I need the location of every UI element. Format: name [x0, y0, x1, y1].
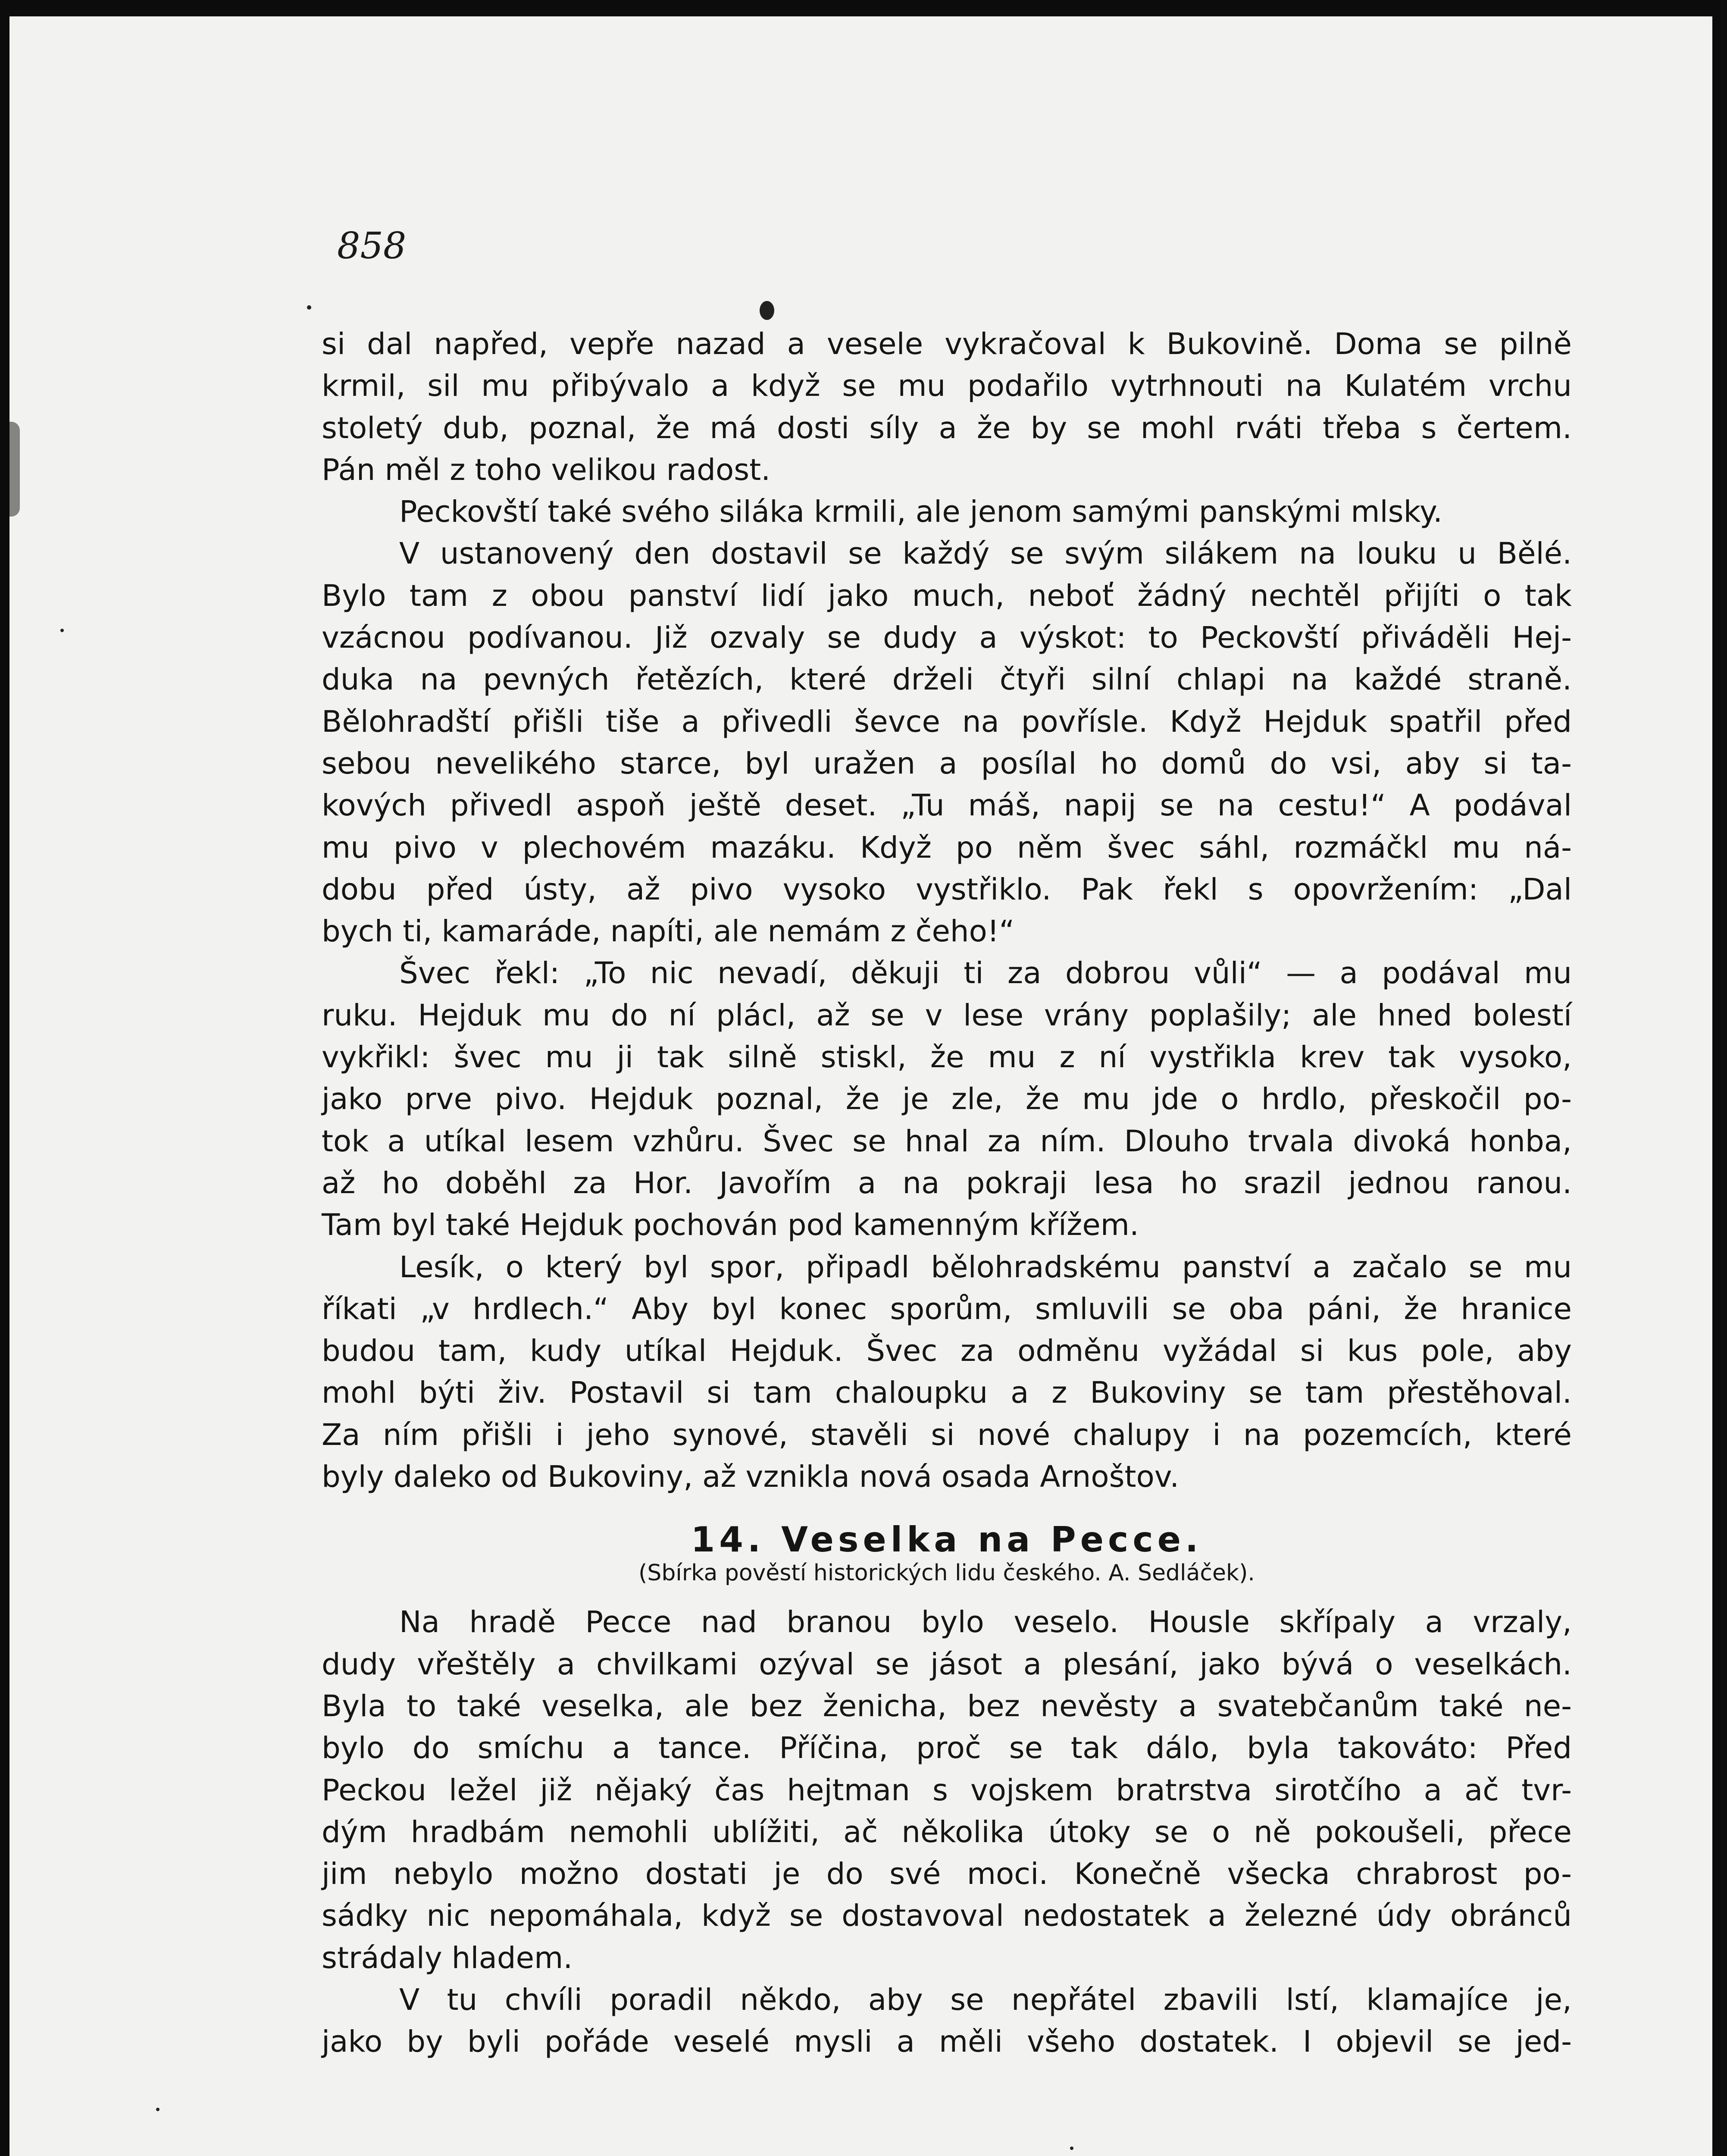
text-line: si dal napřed, vepře nazad a vesele vykračoval k Bukovině. Doma se pilně	[322, 327, 1572, 361]
section-gap	[322, 1498, 1572, 1520]
text-line: V tu chvíli poradil někdo, aby se nepřátel zbavili lstí, klamajíce je,	[399, 1982, 1572, 2017]
text-line: až ho doběhl za Hor. Javořím a na pokraji lesa ho srazil jednou ranou.	[322, 1166, 1572, 1200]
text-line: Bylo tam z obou panství lidí jako much, neboť žádný nechtěl přijíti o tak	[322, 578, 1572, 613]
text-line: Lesík, o který byl spor, připadl bělohradskému panství a začalo se mu	[399, 1250, 1572, 1285]
ink-speck	[1070, 2147, 1073, 2150]
text-line: Bělohradští přišli tiše a přivedli ševce na povřísle. Když Hejduk spatřil před	[322, 704, 1572, 739]
source-citation: (Sbírka pověstí historických lidu českého. A. Sedláček).	[638, 1560, 1255, 1586]
text-line: jim nebylo možno dostati je do své moci. Konečně všecka chrabrost po-	[322, 1857, 1572, 1892]
text-line: dudy vřeštěly a chvilkami ozýval se jásot a plesání, jako bývá o veselkách.	[322, 1647, 1572, 1682]
text-line: vykřikl: švec mu ji tak silně stiskl, že mu z ní vystřikla krev tak vysoko,	[322, 1040, 1572, 1075]
text-line: Byla to také veselka, ale bez ženicha, bez nevěsty a svatebčanům také ne-	[322, 1689, 1572, 1724]
text-line: sebou nevelikého starce, byl uražen a posílal ho domů do vsi, aby si ta-	[322, 746, 1572, 781]
body-text	[322, 323, 1572, 2063]
text-line: jako prve pivo. Hejduk poznal, že je zle, že mu jde o hrdlo, přeskočil po-	[322, 1082, 1572, 1117]
text-line: ruku. Hejduk mu do ní plácl, až se v lese vrány poplašily; ale hned bolestí	[322, 998, 1572, 1033]
text-line: jako by byli pořáde veselé mysli a měli všeho dostatek. I objevil se jed-	[322, 2024, 1572, 2059]
text-line: kových přivedl aspoň ještě deset. „Tu máš, napij se na cestu!“ A podával	[322, 788, 1572, 823]
page-number: 858	[337, 225, 407, 267]
text-line: V ustanovený den dostavil se každý se svým silákem na louku u Bělé.	[399, 536, 1572, 571]
text-line: byly daleko od Bukoviny, až vznikla nová osada Arnoštov.	[322, 1460, 1179, 1495]
text-line: budou tam, kudy utíkal Hejduk. Švec za odměnu vyžádal si kus pole, aby	[322, 1334, 1572, 1369]
ink-speck	[760, 301, 774, 320]
text-line: mohl býti živ. Postavil si tam chaloupku a z Bukoviny se tam přestěhoval.	[322, 1376, 1572, 1410]
text-line: bylo do smíchu a tance. Příčina, proč se tak dálo, byla takováto: Před	[322, 1731, 1572, 1766]
scan-edge-mark	[9, 422, 20, 517]
text-line: strádaly hladem.	[322, 1940, 573, 1975]
section-heading: 14. Veselka na Pecce.	[691, 1520, 1203, 1560]
text-line: stoletý dub, poznal, že má dosti síly a že by se mohl rváti třeba s čertem.	[322, 411, 1572, 445]
text-line: krmil, sil mu přibývalo a když se mu podařilo vytrhnouti na Kulatém vrchu	[322, 369, 1572, 404]
text-line: Peckovští také svého siláka krmili, ale jenom samými panskými mlsky.	[399, 495, 1443, 530]
text-line: bych ti, kamaráde, napíti, ale nemám z čeho!“	[322, 914, 1015, 949]
text-line: vzácnou podívanou. Již ozvaly se dudy a výskot: to Peckovští přiváděli Hej-	[322, 620, 1572, 655]
text-line: Za ním přišli i jeho synové, stavěli si nové chalupy i na pozemcích, které	[322, 1417, 1572, 1452]
text-line: duka na pevných řetězích, které drželi čtyři silní chlapi na každé straně.	[322, 662, 1572, 697]
text-line: dobu před ústy, až pivo vysoko vystřiklo. Pak řekl s opovržením: „Dal	[322, 872, 1572, 907]
text-line: Peckou ležel již nějaký čas hejtman s vojskem bratrstva sirotčího a ač tvr-	[322, 1773, 1572, 1808]
ink-speck	[60, 629, 64, 632]
book-page	[9, 16, 1712, 2156]
text-line: Tam byl také Hejduk pochován pod kamenným křížem.	[322, 1208, 1139, 1243]
text-line: sádky nic nepomáhala, když se dostavoval nedostatek a železné údy obránců	[322, 1899, 1572, 1934]
text-line: mu pivo v plechovém mazáku. Když po něm švec sáhl, rozmáčkl mu ná-	[322, 830, 1572, 865]
ink-speck	[156, 2108, 160, 2111]
text-line: dým hradbám nemohli ublížiti, ač několika útoky se o ně pokoušeli, přece	[322, 1814, 1572, 1849]
ink-speck	[307, 305, 311, 310]
text-line: Na hradě Pecce nad branou bylo veselo. Housle skřípaly a vrzaly,	[399, 1605, 1572, 1640]
text-line: říkati „v hrdlech.“ Aby byl konec sporům, smluvili se oba páni, že hranice	[322, 1291, 1572, 1326]
text-line: Švec řekl: „To nic nevadí, děkuji ti za dobrou vůli“ — a podával mu	[399, 956, 1572, 991]
text-line: tok a utíkal lesem vzhůru. Švec se hnal za ním. Dlouho trvala divoká honba,	[322, 1124, 1572, 1159]
text-line: Pán měl z toho velikou radost.	[322, 452, 771, 487]
